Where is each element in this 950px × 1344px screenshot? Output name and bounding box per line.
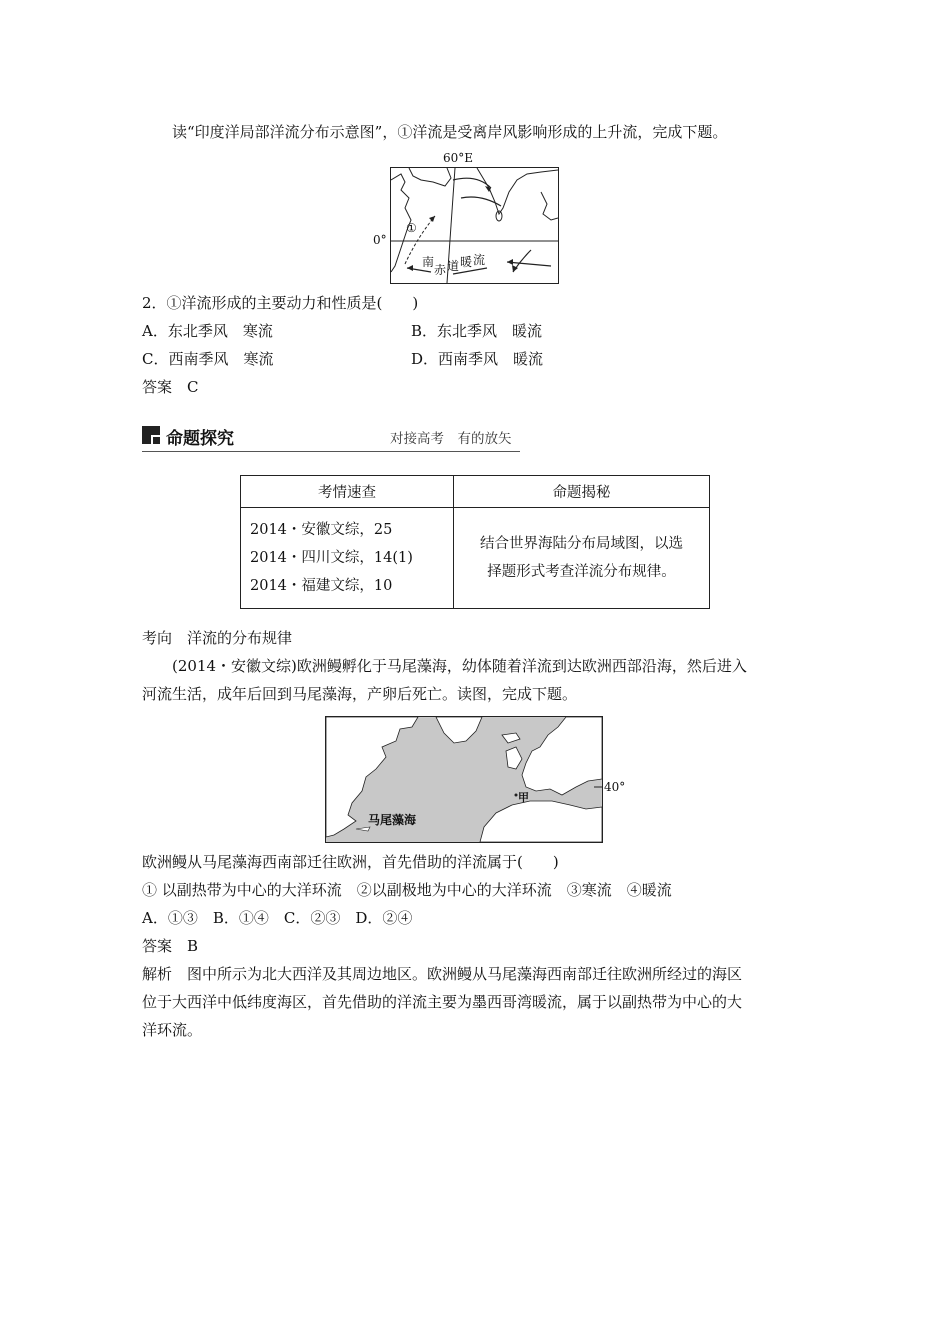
analysis-line: 洋环流。 xyxy=(142,1021,203,1039)
question-2-answer: 答案 C xyxy=(142,378,199,396)
table-cell-right xyxy=(454,508,710,609)
map2-latitude-label: 40° xyxy=(604,780,626,794)
map1-longitude-label: 60°E xyxy=(443,151,474,165)
section-subtitle: 对接高考 有的放矢 xyxy=(390,431,512,447)
current-label-char: 南 xyxy=(422,255,435,269)
point-jia-label: 甲 xyxy=(518,791,529,804)
question-2-option-c: C．西南季风 寒流 xyxy=(142,350,274,368)
table-header-left: 考情速查 xyxy=(241,476,454,508)
table-right-line: 结合世界海陆分布局域图，以选 xyxy=(480,536,683,552)
section-title: 命题探究 xyxy=(166,429,234,449)
table-row: 2014・四川文综，14(1) xyxy=(250,550,413,566)
table-row: 2014・安徽文综，25 xyxy=(250,522,393,538)
question-2-option-b: B．东北季风 暖流 xyxy=(411,322,543,340)
question-3-answer: 答案 B xyxy=(142,937,199,955)
table-right-line: 择题形式考查洋流分布规律。 xyxy=(487,564,676,580)
analysis-line: 解析 图中所示为北大西洋及其周边地区。欧洲鳗从马尾藻海西南部迁往欧洲所经过的海区 xyxy=(142,965,743,983)
passage-line: 河流生活，成年后回到马尾藻海，产卵后死亡。读图，完成下题。 xyxy=(142,685,578,703)
table-cell-left xyxy=(241,508,454,609)
intro-text: 读“印度洋局部洋流分布示意图”，①洋流是受离岸风影响形成的上升流，完成下题。 xyxy=(172,123,728,141)
topic-heading: 考向 洋流的分布规律 xyxy=(142,629,293,647)
current-1-mark: ① xyxy=(406,221,417,235)
table-row: 2014・福建文综，10 xyxy=(250,578,393,594)
section-marker-icon xyxy=(142,426,160,444)
question-2-stem: 2．①洋流形成的主要动力和性质是( ) xyxy=(142,294,419,312)
current-label-char: 赤 xyxy=(434,263,447,277)
north-atlantic-map xyxy=(325,716,603,843)
question-2-option-a: A．东北季风 寒流 xyxy=(142,322,273,340)
exam-info-table xyxy=(240,475,710,609)
indian-ocean-map xyxy=(390,167,559,284)
table-header-right: 命题揭秘 xyxy=(454,476,710,508)
passage-line: (2014・安徽文综)欧洲鳗孵化于马尾藻海，幼体随着洋流到达欧洲西部沿海，然后进入 xyxy=(172,657,747,675)
analysis-line: 位于大西洋中低纬度海区，首先借助的洋流主要为墨西哥湾暖流，属于以副热带为中心的大 xyxy=(142,993,743,1011)
current-label-char: 暖 xyxy=(460,255,473,269)
sargasso-sea-label: 马尾藻海 xyxy=(368,813,417,827)
question-3-stem: 欧洲鳗从马尾藻海西南部迁往欧洲，首先借助的洋流属于( ) xyxy=(142,853,559,871)
question-2-option-d: D．西南季风 暖流 xyxy=(411,350,544,368)
question-3-items: ① 以副热带为中心的大洋环流 ②以副极地为中心的大洋环流 ③寒流 ④暖流 xyxy=(142,881,672,899)
current-label-char: 流 xyxy=(473,253,486,267)
question-3-options: A．①③ B．①④ C．②③ D．②④ xyxy=(142,909,413,927)
current-label-char: 道 xyxy=(447,259,460,273)
section-divider xyxy=(142,451,520,452)
map1-equator-label: 0° xyxy=(373,233,387,247)
